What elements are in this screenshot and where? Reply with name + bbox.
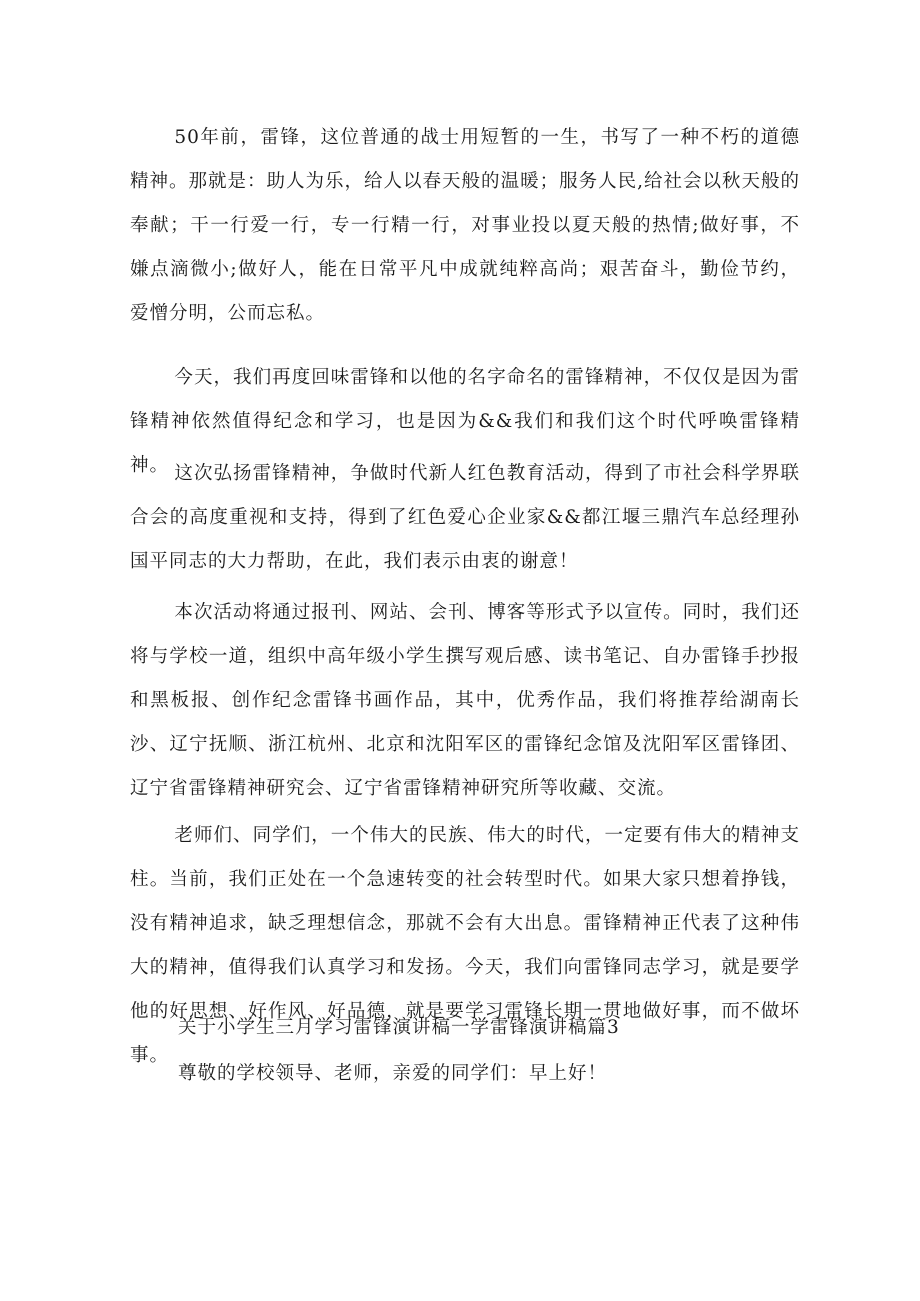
greeting-line: 尊敬的学校领导、老师，亲爱的同学们：早上好！ xyxy=(178,1063,608,1084)
section-heading: 关于小学生三月学习雷锋演讲稿一学雷锋演讲稿篇3 xyxy=(178,1017,620,1038)
paragraph-1: 50年前，雷锋，这位普通的战士用短暂的一生，书写了一种不朽的道德精神。那就是：助人为乐，给人以春天般的温暖；服务人民,给社会以秋天般的奉献；干一行爱一行，专一行精一行，对事业投以夏天般的热情;做好事，不嫌点滴微小;做好人，能在日常平凡中成就纯粹高尚；艰苦奋斗，勤俭节约，爱憎分明，公而忘私。 xyxy=(130,127,800,324)
paragraph-3: 这次弘扬雷锋精神，争做时代新人红色教育活动，得到了市社会科学界联合会的高度重视和支持，得到了红色爱心企业家&&都江堰三鼎汽车总经理孙国平同志的大力帮助，在此，我们表示由衷的谢意！ xyxy=(130,463,800,572)
paragraph-2: 今天，我们再度回味雷锋和以他的名字命名的雷锋精神，不仅仅是因为雷锋精神依然值得纪念和学习，也是因为&&我们和我们这个时代呼唤雷锋精神。 xyxy=(130,367,800,476)
paragraph-5: 老师们、同学们，一个伟大的民族、伟大的时代，一定要有伟大的精神支柱。当前，我们正处在一个急速转变的社会转型时代。如果大家只想着挣钱，没有精神追求，缺乏理想信念，那就不会有大出息。雷锋精神正代表了这种伟大的精神，值得我们认真学习和发扬。今天，我们向雷锋同志学习，就是要学他的好思想、好作风、好品德，就是要学习雷锋长期一贯地做好事，而不做坏事。 xyxy=(130,825,800,1066)
paragraph-4: 本次活动将通过报刊、网站、会刊、博客等形式予以宣传。同时，我们还将与学校一道，组织中高年级小学生撰写观后感、读书笔记、自办雷锋手抄报和黑板报、创作纪念雷锋书画作品，其中，优秀作品，我们将推荐给湖南长沙、辽宁抚顺、浙江杭州、北京和沈阳军区的雷锋纪念馆及沈阳军区雷锋团、辽宁省雷锋精神研究会、辽宁省雷锋精神研究所等收藏、交流。 xyxy=(130,602,800,799)
